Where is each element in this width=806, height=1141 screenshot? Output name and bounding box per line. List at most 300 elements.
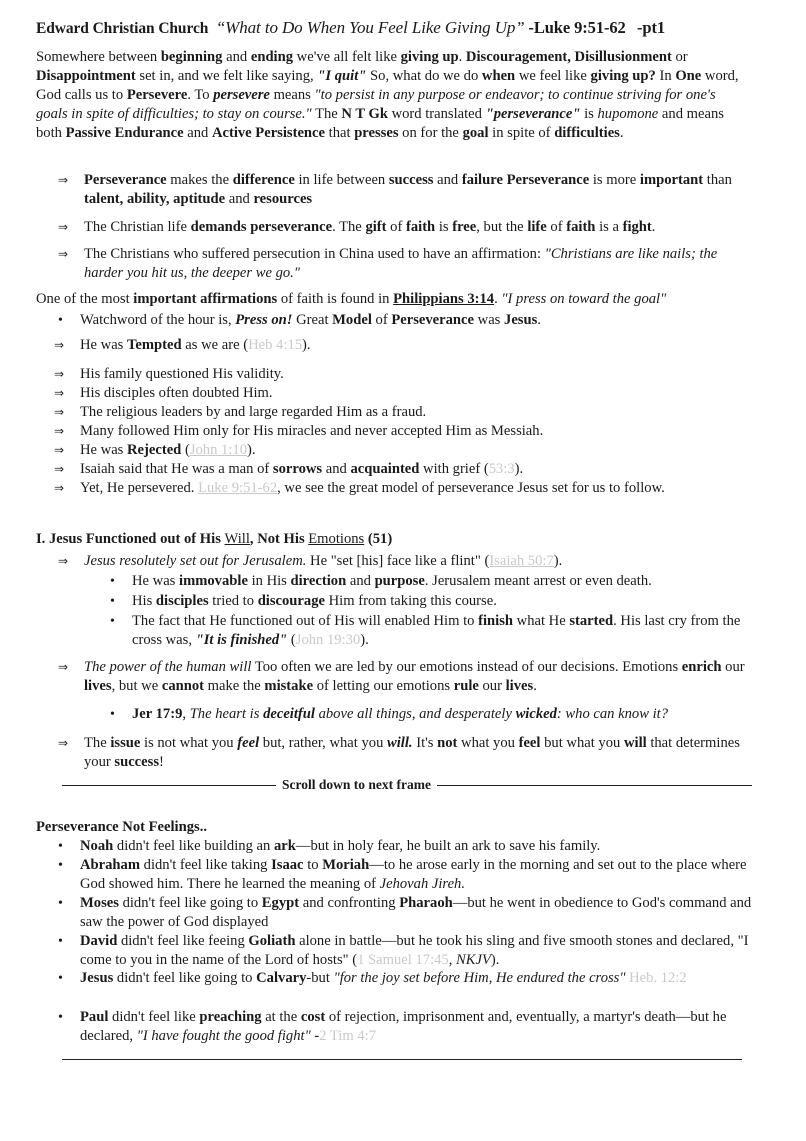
bullet-icon: • xyxy=(58,858,63,873)
text-run: : who can know it? xyxy=(556,706,668,722)
text-run: failure xyxy=(461,172,503,188)
text-run: of faith is found in xyxy=(277,291,394,307)
text-run: life xyxy=(527,219,547,235)
text-run: our xyxy=(478,678,506,694)
text-run: David xyxy=(80,933,118,949)
text-run: what He xyxy=(513,613,570,629)
feelings-item xyxy=(58,969,752,988)
text-run: Watchword of the hour is, xyxy=(80,312,236,328)
text-run: - xyxy=(310,1028,320,1044)
text-run: hupomone xyxy=(597,106,659,122)
text-run: "perseverance" xyxy=(485,106,581,122)
text-run: "for the joy set before Him, He endured the cross" xyxy=(333,970,626,986)
text-run: demands perseverance xyxy=(190,219,333,235)
text-run: He was xyxy=(80,442,128,458)
text-run: . xyxy=(458,49,466,65)
text-run: didn't feel like going to xyxy=(118,895,262,911)
text-run: of xyxy=(371,312,392,328)
text-run: The xyxy=(84,735,111,751)
text-run: not xyxy=(437,735,458,751)
text-run: means xyxy=(269,87,315,103)
text-run: ). xyxy=(360,632,369,648)
bullet-icon: • xyxy=(58,1010,63,1025)
text-run: faith xyxy=(566,219,596,235)
feelings-item-text xyxy=(80,837,752,856)
text-run: . The xyxy=(332,219,366,235)
text-run: didn't feel like xyxy=(108,1009,200,1025)
jesus-point-item xyxy=(54,336,754,355)
text-run: presses xyxy=(354,125,399,141)
bullet-icon: • xyxy=(110,614,115,629)
scripture-ref: John 19:30 xyxy=(295,632,361,648)
text-run: Somewhere between xyxy=(36,49,161,65)
text-run: mistake xyxy=(264,678,314,694)
text-run: —to he arose early in the morning and set out to the place where God showed him. There he learned the meaning of xyxy=(80,857,747,892)
sub-bullet-item xyxy=(110,612,748,650)
text-run: and xyxy=(433,172,462,188)
point-item xyxy=(58,218,748,237)
text-run: "I have fought the good fight" xyxy=(136,1028,311,1044)
arrow-icon: ⇒ xyxy=(58,554,69,568)
arrow-icon: ⇒ xyxy=(54,405,65,419)
text-run: Discouragement, Disillusionment xyxy=(465,49,672,65)
arrow-icon: ⇒ xyxy=(54,367,65,381)
sub-bullet-text xyxy=(132,592,748,611)
arrow-icon: ⇒ xyxy=(54,338,65,352)
text-run: . xyxy=(651,219,656,235)
text-run: , but the xyxy=(476,219,528,235)
text-run: N T Gk xyxy=(341,106,388,122)
arrow-icon: ⇒ xyxy=(54,424,65,438)
text-run: set in, and we felt like saying, xyxy=(135,68,318,84)
text-run: Abraham xyxy=(80,857,140,873)
bullet-icon: • xyxy=(58,896,63,911)
text-run: feel xyxy=(237,735,260,751)
text-run: The xyxy=(311,106,342,122)
sub-bullet-text xyxy=(132,572,748,591)
text-run: didn't feel like taking xyxy=(140,857,272,873)
point-item xyxy=(58,171,748,209)
text-run: sorrows xyxy=(272,461,323,477)
text-run: resources xyxy=(253,191,313,207)
text-run: Goliath xyxy=(248,933,296,949)
jesus-point-item xyxy=(54,479,754,498)
text-run: important affirmations xyxy=(133,291,278,307)
text-run: Perseverance xyxy=(84,172,167,188)
intro-paragraph xyxy=(36,48,750,143)
text-run: The power of the human will xyxy=(84,659,252,675)
text-run: ark xyxy=(273,838,296,854)
section-heading xyxy=(36,530,748,549)
feelings-item-text xyxy=(80,969,752,988)
text-run: of letting our emotions xyxy=(313,678,454,694)
text-run: but what you xyxy=(540,735,624,751)
text-run: beginning xyxy=(160,49,223,65)
text-run: Press on! xyxy=(235,312,293,328)
text-run: but, rather, what you xyxy=(259,735,388,751)
bullet-icon: • xyxy=(110,707,115,722)
text-run: issue xyxy=(110,735,141,751)
text-run: is not what you xyxy=(140,735,238,751)
point-item xyxy=(58,658,752,696)
feelings-item-text xyxy=(80,894,752,932)
text-run: of rejection, imprisonment and, eventually, a martyr's death—but he declared, xyxy=(80,1009,727,1044)
text-run: is a xyxy=(595,219,623,235)
text-run: is xyxy=(435,219,453,235)
text-run: is more xyxy=(589,172,640,188)
text-run: and xyxy=(183,125,212,141)
text-run: "to persist in any purpose or endeavor; to continue striving for one's goals in spite of difficulties; to stay on course." xyxy=(36,87,716,122)
text-run: or xyxy=(671,49,688,65)
text-run: we feel like xyxy=(515,68,591,84)
text-run: —but in holy fear, he built an ark to save his family. xyxy=(295,838,601,854)
text-run: and xyxy=(322,461,351,477)
text-run: giving up xyxy=(400,49,459,65)
text-run: lives xyxy=(505,678,534,694)
text-run: success xyxy=(114,754,159,770)
text-run: and means both xyxy=(36,106,724,141)
jesus-point-text xyxy=(80,460,754,479)
text-run: His disciples often doubted Him. xyxy=(80,385,273,401)
text-run: to xyxy=(303,857,323,873)
text-run: Calvary xyxy=(256,970,307,986)
text-run: goal xyxy=(462,125,489,141)
text-run: in spite of xyxy=(488,125,555,141)
text-run: fight xyxy=(622,219,652,235)
text-run: , but we xyxy=(111,678,162,694)
text-run: that xyxy=(325,125,355,141)
text-run: The Christian life xyxy=(84,219,191,235)
text-run: preaching xyxy=(199,1009,262,1025)
text-run: Yet, He persevered. xyxy=(80,480,199,496)
bullet-icon: • xyxy=(58,971,63,986)
text-run: Noah xyxy=(80,838,114,854)
sub-bullet-item xyxy=(110,705,752,724)
text-run: It's xyxy=(412,735,438,751)
text-run: immovable xyxy=(179,573,248,589)
text-run: I. Jesus Functioned out of His xyxy=(36,531,225,547)
text-run: His xyxy=(132,593,156,609)
text-run: He was xyxy=(80,337,128,353)
scripture-ref: 53:3 xyxy=(488,461,515,477)
text-run: lives xyxy=(84,678,112,694)
text-run: . xyxy=(533,678,537,694)
text-run: of xyxy=(546,219,567,235)
arrow-icon: ⇒ xyxy=(58,173,69,187)
text-run: ). xyxy=(514,461,524,477)
text-run: Isaac xyxy=(271,857,304,873)
text-run: gift xyxy=(365,219,387,235)
text-run: Model xyxy=(332,312,372,328)
point-item xyxy=(58,245,748,283)
text-run: word, God calls us to xyxy=(36,68,739,103)
text-run: The Christians who suffered persecution in China used to have an affirmation: xyxy=(84,246,545,262)
text-run: make the xyxy=(204,678,265,694)
text-run: and xyxy=(225,191,254,207)
scroll-down-label: Scroll down to next frame xyxy=(276,775,437,794)
bullet-icon: • xyxy=(58,934,63,949)
text-run: disciples xyxy=(155,593,209,609)
text-run: will. xyxy=(387,735,413,751)
text-run: cannot xyxy=(161,678,205,694)
text-run: Rejected xyxy=(127,442,182,458)
text-run: Jesus xyxy=(504,312,538,328)
text-run: In xyxy=(655,68,676,84)
text-run: above all things, and desperately xyxy=(314,706,516,722)
text-run: Isaiah said that He was a man of xyxy=(80,461,273,477)
feelings-item xyxy=(58,837,752,856)
text-run: makes the xyxy=(166,172,233,188)
text-run: Philippians 3:14 xyxy=(393,291,495,307)
text-run: Egypt xyxy=(261,895,300,911)
sub-bullet-item xyxy=(110,592,748,611)
jesus-point-item xyxy=(54,460,754,479)
jesus-point-item xyxy=(54,365,754,384)
text-run: with grief ( xyxy=(419,461,489,477)
text-run: The fact that He functioned out of His will enabled Him to xyxy=(132,613,479,629)
text-run: -but xyxy=(306,970,334,986)
text-run: Jesus xyxy=(80,970,114,986)
text-run: cost xyxy=(300,1009,326,1025)
jesus-point-text xyxy=(80,365,754,384)
text-run: than xyxy=(703,172,732,188)
text-run: ). xyxy=(553,553,563,569)
text-run: Moses xyxy=(80,895,119,911)
sermon-title: “What to Do When You Feel Like Giving Up” xyxy=(215,18,525,37)
point-text xyxy=(84,218,748,237)
text-run: is xyxy=(580,106,598,122)
part-label: -pt1 xyxy=(637,18,666,37)
text-run: as we are ( xyxy=(181,337,249,353)
text-run: Paul xyxy=(80,1009,109,1025)
section-heading: Perseverance Not Feelings.. xyxy=(36,819,208,835)
text-run: direction xyxy=(290,573,347,589)
watchword-text xyxy=(80,311,748,330)
text-run: giving up? xyxy=(590,68,656,84)
text-run: in His xyxy=(247,573,291,589)
scripture-ref: Heb 4:15 xyxy=(248,337,302,353)
jesus-point-item xyxy=(54,422,754,441)
jer-verse xyxy=(132,705,752,724)
text-run: was xyxy=(474,312,505,328)
handout-title xyxy=(36,18,748,38)
jesus-point-item xyxy=(54,403,754,422)
text-run: Too often we are led by our emotions instead of our decisions. Emotions xyxy=(251,659,682,675)
jesus-point-item xyxy=(54,441,754,460)
point-item xyxy=(58,552,748,571)
scripture-ref: Isaiah 50:7 xyxy=(489,553,554,569)
text-run: He "set [his] face like a flint" ( xyxy=(306,553,490,569)
text-run: "I press on toward the goal" xyxy=(501,291,667,307)
text-run: Perseverance xyxy=(391,312,475,328)
text-run: what you xyxy=(457,735,519,751)
text-run: Emotions xyxy=(308,531,365,547)
feelings-item-text xyxy=(80,856,752,894)
text-run: . To xyxy=(187,87,214,103)
text-run: Great xyxy=(292,312,333,328)
text-run: So, what do we do xyxy=(366,68,482,84)
text-run: ). xyxy=(490,952,500,968)
feelings-item xyxy=(58,1008,752,1046)
text-run: didn't feel like building an xyxy=(113,838,274,854)
arrow-icon: ⇒ xyxy=(58,736,69,750)
text-run: difference xyxy=(232,172,295,188)
text-run: enrich xyxy=(681,659,722,675)
text-run: Pharaoh xyxy=(399,895,453,911)
text-run: Perseverance xyxy=(506,172,590,188)
text-run: in life between xyxy=(294,172,389,188)
feelings-item-text xyxy=(80,1008,752,1046)
text-run: . His last cry from the cross was, xyxy=(132,613,741,648)
text-run: feel xyxy=(518,735,541,751)
arrow-icon: ⇒ xyxy=(54,462,65,476)
text-run: discourage xyxy=(257,593,325,609)
text-run: ! xyxy=(159,754,164,770)
arrow-icon: ⇒ xyxy=(58,247,69,261)
text-run: . xyxy=(537,312,541,328)
text-run: that determines your xyxy=(84,735,740,770)
text-run: talent, ability, aptitude xyxy=(84,191,226,207)
text-run: He was xyxy=(132,573,180,589)
text-run: at the xyxy=(261,1009,301,1025)
scripture-ref: Luke 9:51-62 xyxy=(198,480,278,496)
watchword-item xyxy=(58,311,748,330)
arrow-icon: ⇒ xyxy=(58,660,69,674)
text-run: . xyxy=(619,125,624,141)
jesus-point-text xyxy=(80,441,754,460)
text-run: Jehovah Jireh. xyxy=(379,876,465,892)
text-run: our xyxy=(721,659,745,675)
bullet-icon: • xyxy=(58,313,63,328)
text-run: (51) xyxy=(364,531,393,547)
feelings-item xyxy=(58,894,752,932)
jesus-point-text xyxy=(80,384,754,403)
text-run: of xyxy=(386,219,406,235)
text-run: NKJV xyxy=(456,952,491,968)
text-run: rule xyxy=(453,678,479,694)
text-run: and confronting xyxy=(299,895,400,911)
text-run: we've all felt like xyxy=(293,49,401,65)
scripture-ref: Heb. 12:2 xyxy=(629,970,687,986)
jesus-point-item xyxy=(54,384,754,403)
bullet-icon: • xyxy=(110,574,115,589)
text-run: Jer 17:9 xyxy=(132,706,183,722)
text-run: and xyxy=(346,573,375,589)
feelings-item-text xyxy=(80,932,752,970)
text-run: acquainted xyxy=(350,461,420,477)
text-run: free xyxy=(452,219,477,235)
jesus-point-text xyxy=(80,403,754,422)
arrow-icon: ⇒ xyxy=(54,481,65,495)
text-run: His family questioned His validity. xyxy=(80,366,284,382)
text-run: The heart is xyxy=(189,706,264,722)
text-run: word translated xyxy=(387,106,486,122)
arrow-icon: ⇒ xyxy=(58,220,69,234)
feelings-item xyxy=(58,932,752,970)
text-run: "I quit" xyxy=(317,68,367,84)
text-run: "It is finished" xyxy=(195,632,288,648)
text-run: One xyxy=(675,68,702,84)
text-run: Disappointment xyxy=(36,68,136,84)
bullet-icon: • xyxy=(58,839,63,854)
text-run: Persevere xyxy=(126,87,188,103)
text-run: ). xyxy=(247,442,256,458)
text-run: will xyxy=(623,735,647,751)
text-run: Passive Endurance xyxy=(65,125,184,141)
text-run: on for the xyxy=(398,125,463,141)
jesus-point-text xyxy=(80,422,754,441)
text-run: ending xyxy=(250,49,294,65)
text-run: , xyxy=(182,706,190,722)
arrow-icon: ⇒ xyxy=(54,443,65,457)
jesus-point-text xyxy=(80,336,754,355)
text-run: Him from taking this course. xyxy=(324,593,497,609)
text-run: ). xyxy=(302,337,311,353)
sub-bullet-text xyxy=(132,612,748,650)
text-run: when xyxy=(481,68,516,84)
feelings-item xyxy=(58,856,752,894)
text-run: faith xyxy=(405,219,436,235)
text-run: The religious leaders by and large regarded Him as a fraud. xyxy=(80,404,427,420)
text-run: deceitful xyxy=(263,706,315,722)
point-text xyxy=(84,658,752,696)
point-text xyxy=(84,171,748,209)
text-run: started xyxy=(569,613,614,629)
bottom-divider-line xyxy=(62,1059,742,1060)
text-run: persevere xyxy=(213,87,270,103)
church-name: Edward Christian Church xyxy=(36,20,209,37)
text-run: didn't feel like going to xyxy=(113,970,257,986)
text-run: —but he went in obedience to God's command and saw the power of God displayed xyxy=(80,895,752,930)
jesus-point-text xyxy=(80,479,754,498)
text-run: success xyxy=(388,172,434,188)
text-run: "Christians are like nails; the harder you hit us, the deeper we go." xyxy=(84,246,718,281)
text-run: , Not His xyxy=(249,531,309,547)
text-run: finish xyxy=(478,613,513,629)
text-run: , we see the great model of perseverance Jesus set for us to follow. xyxy=(277,480,665,496)
text-run: ( xyxy=(287,632,296,648)
scripture-reference: -Luke 9:51-62 xyxy=(528,18,626,37)
sub-bullet-item xyxy=(110,572,748,591)
text-run: wicked xyxy=(515,706,557,722)
affirmation-line xyxy=(36,290,748,309)
text-run: and xyxy=(222,49,251,65)
text-run: One of the most xyxy=(36,291,134,307)
arrow-icon: ⇒ xyxy=(54,386,65,400)
point-text xyxy=(84,734,752,772)
scripture-ref: 1 Samuel 17:45 xyxy=(357,952,449,968)
scripture-ref: John 1:10 xyxy=(189,442,247,458)
text-run: , xyxy=(448,952,457,968)
text-run: difficulties xyxy=(554,125,620,141)
point-text xyxy=(84,552,748,571)
text-run: Active Persistence xyxy=(211,125,325,141)
text-run: alone in battle—but he took his sling and five smooth stones and declared, "I come to you in the name of the Lord of hosts" ( xyxy=(80,933,749,968)
text-run: Many followed Him only for His miracles and never accepted Him as Messiah. xyxy=(80,423,544,439)
text-run: didn't feel like feeing xyxy=(117,933,249,949)
point-text xyxy=(84,245,748,283)
text-run: purpose xyxy=(374,573,425,589)
text-run: . xyxy=(494,291,502,307)
text-run: Tempted xyxy=(127,337,182,353)
text-run: ( xyxy=(181,442,190,458)
text-run: Jesus resolutely set out for Jerusalem. xyxy=(84,553,307,569)
scripture-ref: 2 Tim 4:7 xyxy=(319,1028,377,1044)
bullet-icon: • xyxy=(110,594,115,609)
text-run: Will xyxy=(224,531,250,547)
text-run: important xyxy=(639,172,704,188)
text-run: Moriah xyxy=(322,857,370,873)
